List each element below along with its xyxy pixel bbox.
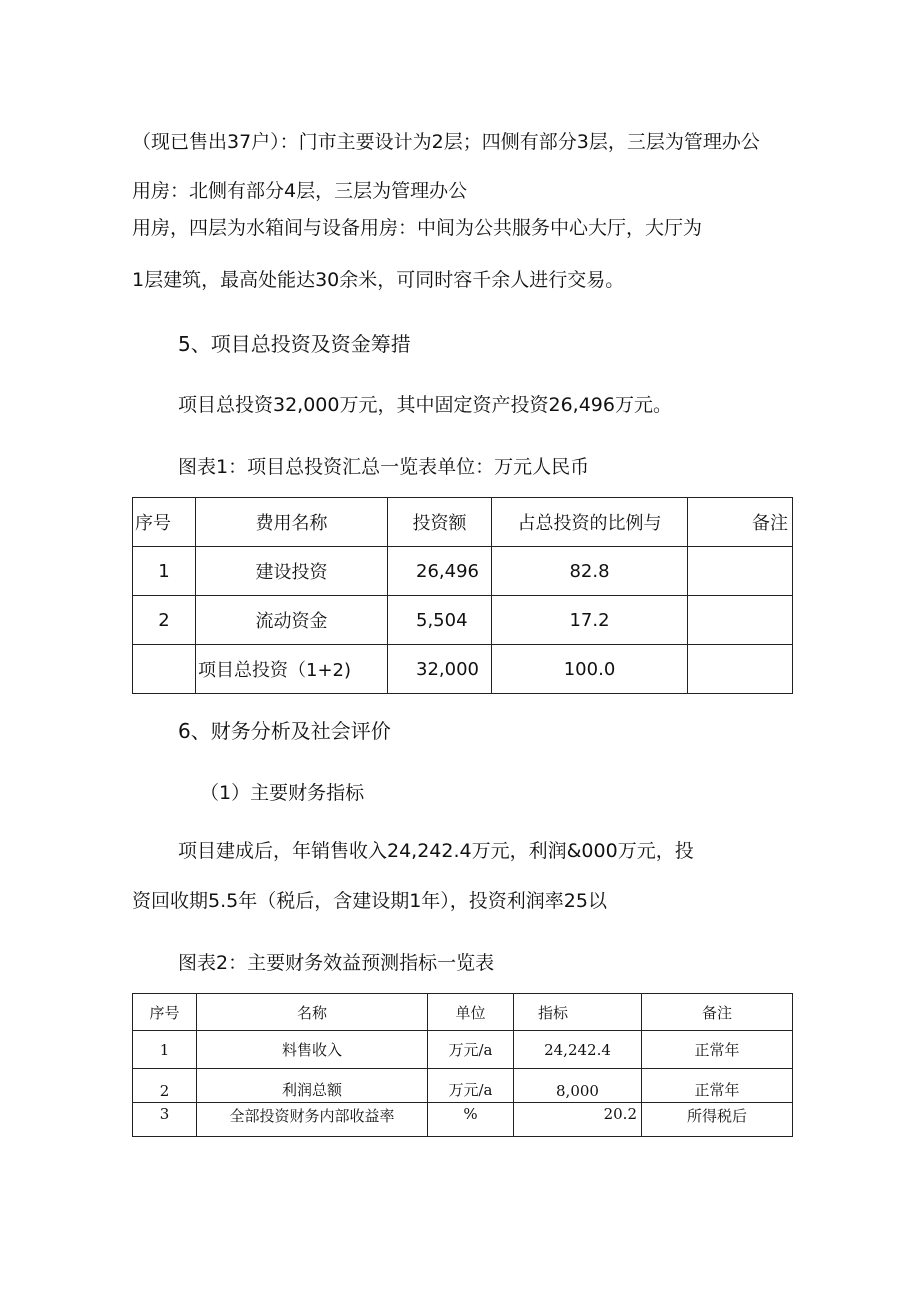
remark: 正常年 bbox=[642, 1069, 793, 1103]
paragraph-line-3: 用房，四层为水箱间与设备用房：中间为公共服务中心大厅，大厅为 bbox=[132, 217, 703, 239]
section-5-heading: 5、项目总投资及资金筹措 bbox=[178, 332, 411, 356]
unit: 万元/a bbox=[428, 1031, 514, 1069]
paragraph-line-2: 用房：北侧有部分4层，三层为管理办公 bbox=[132, 180, 468, 202]
row-number: 1 bbox=[133, 547, 196, 596]
header-cell: 费用名称 bbox=[196, 498, 388, 547]
table-2-caption: 图表2：主要财务效益预测指标一览表 bbox=[178, 952, 495, 974]
investment-amount: 32,000 bbox=[388, 645, 492, 694]
header-cell: 单位 bbox=[428, 994, 514, 1031]
table-row bbox=[133, 1103, 793, 1137]
row-number: 3 bbox=[133, 1103, 197, 1137]
remark bbox=[688, 645, 793, 694]
table-header-row bbox=[133, 994, 793, 1031]
header-cell: 名称 bbox=[197, 994, 428, 1031]
unit: 万元/a bbox=[428, 1069, 514, 1103]
header-cell: 占总投资的比例与 bbox=[492, 498, 688, 547]
cost-name: 流动资金 bbox=[196, 596, 388, 645]
financial-text-line-1: 项目建成后，年销售收入24,242.4万元，利润&000万元，投 bbox=[178, 840, 694, 862]
table-row bbox=[133, 596, 793, 645]
indicator-name: 全部投资财务内部收益率 bbox=[197, 1103, 428, 1137]
remark: 正常年 bbox=[642, 1031, 793, 1069]
investment-amount: 5,504 bbox=[388, 596, 492, 645]
remark bbox=[688, 596, 793, 645]
header-cell: 序号 bbox=[133, 498, 196, 547]
remark: 所得税后 bbox=[642, 1103, 793, 1137]
row-number bbox=[133, 645, 196, 694]
indicator-value: 24,242.4 bbox=[514, 1031, 642, 1069]
row-number: 1 bbox=[133, 1031, 197, 1069]
header-cell: 备注 bbox=[642, 994, 793, 1031]
table-header-row bbox=[133, 498, 793, 547]
paragraph-line-4: 1层建筑，最高处能达30余米，可同时容千余人进行交易。 bbox=[132, 269, 625, 291]
indicator-name: 利润总额 bbox=[197, 1069, 428, 1103]
financial-indicators-table bbox=[132, 993, 793, 1137]
investment-ratio: 17.2 bbox=[492, 596, 688, 645]
cost-name: 建设投资 bbox=[196, 547, 388, 596]
indicator-value: 20.2 bbox=[514, 1103, 642, 1137]
cost-name: 项目总投资（1+2) bbox=[196, 645, 388, 694]
row-number: 2 bbox=[133, 596, 196, 645]
table-row bbox=[133, 645, 793, 694]
investment-amount: 26,496 bbox=[388, 547, 492, 596]
header-cell: 指标 bbox=[514, 994, 642, 1031]
header-cell: 备注 bbox=[688, 498, 793, 547]
paragraph-line-1: （现已售出37户）：门市主要设计为2层；四侧有部分3层，三层为管理办公 bbox=[132, 131, 760, 153]
header-cell: 投资额 bbox=[388, 498, 492, 547]
table-row bbox=[133, 1031, 793, 1069]
section-6-subheading: （1）主要财务指标 bbox=[200, 782, 365, 804]
header-cell: 序号 bbox=[133, 994, 197, 1031]
indicator-value: 8,000 bbox=[514, 1069, 642, 1103]
table-row bbox=[133, 547, 793, 596]
unit: % bbox=[428, 1103, 514, 1137]
investment-ratio: 82.8 bbox=[492, 547, 688, 596]
remark bbox=[688, 547, 793, 596]
investment-ratio: 100.0 bbox=[492, 645, 688, 694]
row-number: 2 bbox=[133, 1069, 197, 1103]
section-6-heading: 6、财务分析及社会评价 bbox=[178, 719, 391, 743]
investment-summary-text: 项目总投资32,000万元，其中固定资产投资26,496万元。 bbox=[178, 394, 672, 416]
indicator-name: 料售收入 bbox=[197, 1031, 428, 1069]
investment-table bbox=[132, 497, 793, 694]
financial-text-line-2: 资回收期5.5年（税后，含建设期1年），投资利润率25以 bbox=[132, 890, 607, 912]
table-row bbox=[133, 1069, 793, 1103]
table-1-caption: 图表1：项目总投资汇总一览表单位：万元人民币 bbox=[178, 456, 590, 478]
